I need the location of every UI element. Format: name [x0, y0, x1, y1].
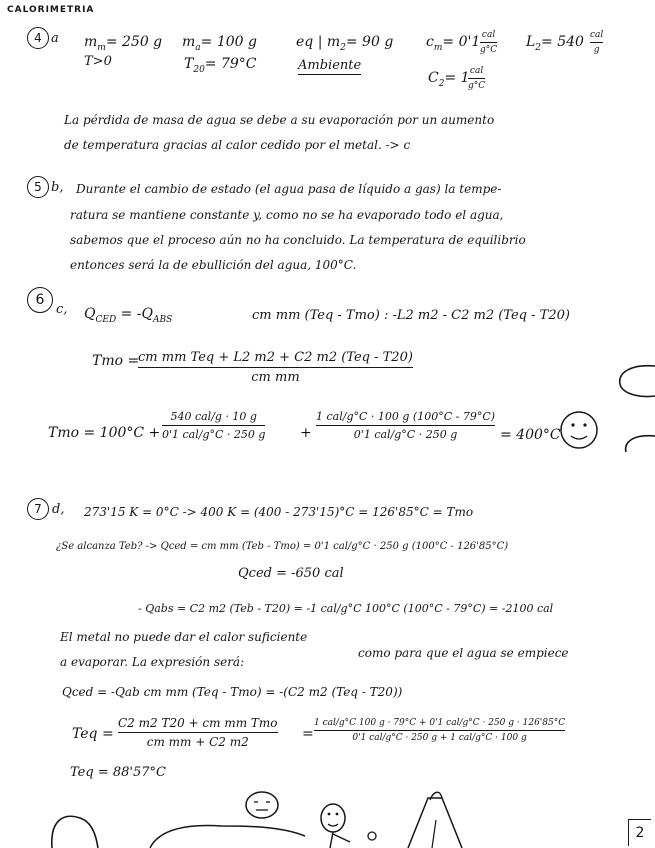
given-initial-temperature: $T_{20}= 79^\circ C$	[184, 56, 257, 75]
arc-doodle	[52, 816, 98, 848]
q7-conclusion-line-1a: El metal no puede dar el calor suficiente	[60, 630, 308, 644]
q5-answer-line-1: Durante el cambio de estado (el agua pasa de líquido a gas) la tempe-	[76, 182, 502, 196]
question-6-part: c,	[56, 302, 68, 317]
q7-qabs-calculation: - Qabs = C2 m2 (Teb - T20) = -1 cal/g°C 100°C (100°C - 79°C) = -2100 cal	[138, 602, 554, 615]
q4-answer-line-2: de temperatura gracias al calor cedido por el metal. -> c	[64, 138, 411, 152]
bump-doodle	[620, 366, 655, 397]
q5-answer-line-3: sabemos que el proceso aún no ha concluido. La temperatura de equilibrio	[70, 233, 526, 247]
heat-balance-expanded: cm mm (Teq - Tmo) : -L2 m2 - C2 m2 (Teq - T20)	[252, 308, 570, 323]
q5-answer-line-2: ratura se mantiene constante y, como no se ha evaporado todo el agua,	[70, 208, 504, 222]
smiley-face-doodle	[561, 412, 597, 448]
q5-answer-line-4: entonces será la de ebullición del agua, 100°C.	[70, 258, 357, 272]
question-7-part: d,	[52, 502, 65, 517]
q7-temperature-conversion: 273'15 K = 0°C -> 400 K = (400 - 273'15)°C = 126'85°C = Tmo	[84, 505, 474, 519]
question-5-part: b,	[51, 180, 64, 195]
question-7-number: 7	[27, 498, 49, 520]
teq-label: Teq =	[72, 726, 114, 742]
tmo-formula: cm mm Teq + L2 m2 + C2 m2 (Teq - T20) cm mm	[138, 350, 413, 385]
q7-conclusion-line-1b: como para que el agua se empiece	[358, 646, 569, 660]
teq-equals: =	[302, 726, 314, 742]
bump-doodle-2	[626, 436, 655, 452]
teq-formula: C2 m2 T20 + cm mm Tmo cm mm + C2 m2	[118, 716, 278, 749]
unit-cal-per-g-c-2: cal g°C	[468, 66, 486, 91]
tmo-calculation-start: Tmo = 100°C +	[48, 425, 161, 441]
teq-result: Teq = 88'57°C	[70, 765, 166, 780]
tmo-label: Tmo =	[92, 353, 140, 369]
given-temperature-condition: T>0	[84, 54, 112, 69]
unit-cal-per-g-c: cal g°C	[480, 30, 498, 55]
given-mass-metal: $m_m= 250$ g	[84, 34, 163, 53]
page-header: CALORIMETRIA	[7, 5, 95, 15]
given-latent-heat: $L_2= 540$	[526, 34, 584, 53]
given-mass-water: $m_a= 100$ g	[182, 34, 257, 53]
q4-answer-line-1: La pérdida de masa de agua se debe a su evaporación por un aumento	[64, 113, 495, 127]
tmo-result: = 400°C	[500, 427, 561, 443]
question-6-number: 6	[27, 287, 53, 313]
page-number: 2	[628, 819, 651, 846]
stick-figure-doodle-2	[321, 804, 376, 848]
stick-figure-doodle	[150, 792, 305, 848]
tent-figure-doodle	[408, 792, 462, 848]
given-ambiente: Ambiente	[298, 58, 362, 73]
heat-balance-equation: $Q_{CED} = -Q_{ABS}$	[84, 306, 173, 325]
tmo-plus: +	[300, 425, 312, 441]
q7-teb-check: ¿Se alcanza Teb? -> Qced = cm mm (Teb - Tmo) = 0'1 cal/g°C · 250 g (100°C - 126'85°C)	[56, 541, 509, 552]
tmo-fraction-2: 1 cal/g°C · 100 g (100°C - 79°C) 0'1 cal/g°C · 250 g	[316, 410, 496, 441]
tmo-fraction-1: 540 cal/g · 10 g 0'1 cal/g°C · 250 g	[162, 410, 266, 441]
q7-qced-result: Qced = -650 cal	[238, 566, 344, 581]
q7-conclusion-line-2: a evaporar. La expresión será:	[60, 655, 245, 669]
q7-heat-balance: Qced = -Qab cm mm (Teq - Tmo) = -(C2 m2 (Teq - T20))	[62, 685, 403, 699]
question-4-part: a	[51, 31, 59, 46]
given-equilibrium-mass: eq | $m_2= 90$ g	[296, 34, 394, 53]
question-4-number: 4	[27, 27, 49, 49]
given-specific-heat-metal: $c_m= 0'1$	[426, 34, 481, 53]
teq-calculation: 1 cal/g°C 100 g · 79°C + 0'1 cal/g°C · 250 g · 126'85°C 0'1 cal/g°C · 250 g + 1 cal/g°C · 100 g	[314, 718, 566, 743]
unit-cal-per-g: cal g	[590, 30, 604, 55]
given-specific-heat-water: $C_2= 1$	[428, 70, 470, 89]
question-5-number: 5	[27, 176, 49, 198]
